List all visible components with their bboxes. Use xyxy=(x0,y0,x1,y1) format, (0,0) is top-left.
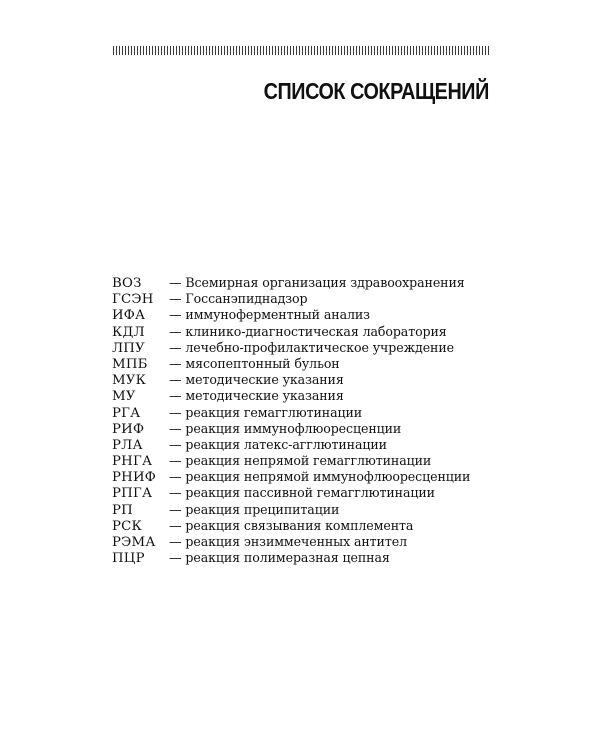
abbreviation-term: МПБ xyxy=(112,356,148,372)
abbreviation-term: КДЛ xyxy=(112,324,145,340)
abbreviation-list xyxy=(112,275,492,566)
abbreviation-row xyxy=(112,405,492,421)
abbreviation-definition: — Всемирная организация здравоохранения xyxy=(169,275,465,290)
abbreviation-row xyxy=(112,485,492,501)
abbreviation-term: ЛПУ xyxy=(112,340,145,356)
abbreviation-row xyxy=(112,518,492,534)
abbreviation-row xyxy=(112,388,492,404)
abbreviation-definition: — реакция латекс-агглютинации xyxy=(169,436,387,452)
abbreviation-definition: — Госсанэпиднадзор xyxy=(169,291,308,307)
abbreviation-row xyxy=(112,291,492,307)
abbreviation-term: ПЦР xyxy=(112,551,145,567)
abbreviation-row xyxy=(112,502,492,518)
abbreviation-definition: — клинико-диагностическая лаборатория xyxy=(169,323,447,339)
abbreviation-row xyxy=(112,275,492,291)
abbreviation-row xyxy=(112,307,492,323)
abbreviation-definition: — реакция энзиммеченных антител xyxy=(169,534,407,549)
abbreviation-definition: — реакция непрямой иммунофлюоресценции xyxy=(169,469,471,485)
abbreviation-definition: — реакция непрямой гемагглютинации xyxy=(169,453,432,469)
abbreviation-definition: — реакция преципитации xyxy=(169,501,340,517)
abbreviation-row xyxy=(112,453,492,469)
abbreviation-definition: — иммуноферментный анализ xyxy=(169,307,370,323)
abbreviation-definition: — методические указания xyxy=(169,388,344,404)
abbreviation-term: РЭМА xyxy=(112,535,156,550)
abbreviation-row xyxy=(112,469,492,485)
page-title: СПИСОК СОКРАЩЕНИЙ xyxy=(263,78,489,104)
abbreviation-term: РИФ xyxy=(112,421,145,437)
abbreviation-row xyxy=(112,550,492,566)
abbreviation-term: РСК xyxy=(112,518,143,534)
abbreviation-definition: — реакция полимеразная цепная xyxy=(169,550,390,566)
abbreviation-term: РГА xyxy=(112,405,141,421)
abbreviation-definition: — реакция иммунофлюоресценции xyxy=(169,420,402,436)
abbreviation-row xyxy=(112,324,492,340)
abbreviation-row xyxy=(112,421,492,437)
abbreviation-term: МУК xyxy=(112,373,147,389)
abbreviation-term: РЛА xyxy=(112,437,143,453)
header-rule xyxy=(113,46,489,55)
abbreviation-row xyxy=(112,534,492,550)
abbreviation-row xyxy=(112,356,492,372)
abbreviation-definition: — лечебно-профилактическое учреждение xyxy=(169,339,454,355)
abbreviation-row xyxy=(112,437,492,453)
abbreviation-row xyxy=(112,340,492,356)
abbreviation-definition: — реакция связывания комплемента xyxy=(169,517,414,533)
abbreviation-definition: — методические указания xyxy=(169,372,344,388)
abbreviation-definition: — реакция гемагглютинации xyxy=(169,404,363,420)
abbreviation-term: РП xyxy=(112,502,133,518)
abbreviation-term: РНИФ xyxy=(112,470,156,486)
abbreviation-definition: — мясопептонный бульон xyxy=(169,355,340,371)
abbreviation-term: ГСЭН xyxy=(112,292,154,308)
abbreviation-term: ИФА xyxy=(112,308,146,324)
abbreviation-term: МУ xyxy=(112,389,136,405)
abbreviation-term: РПГА xyxy=(112,486,153,502)
abbreviation-row xyxy=(112,372,492,388)
abbreviation-term: РНГА xyxy=(112,454,153,470)
abbreviation-term: ВОЗ xyxy=(112,276,142,291)
abbreviation-definition: — реакция пассивной гемагглютинации xyxy=(169,485,435,501)
